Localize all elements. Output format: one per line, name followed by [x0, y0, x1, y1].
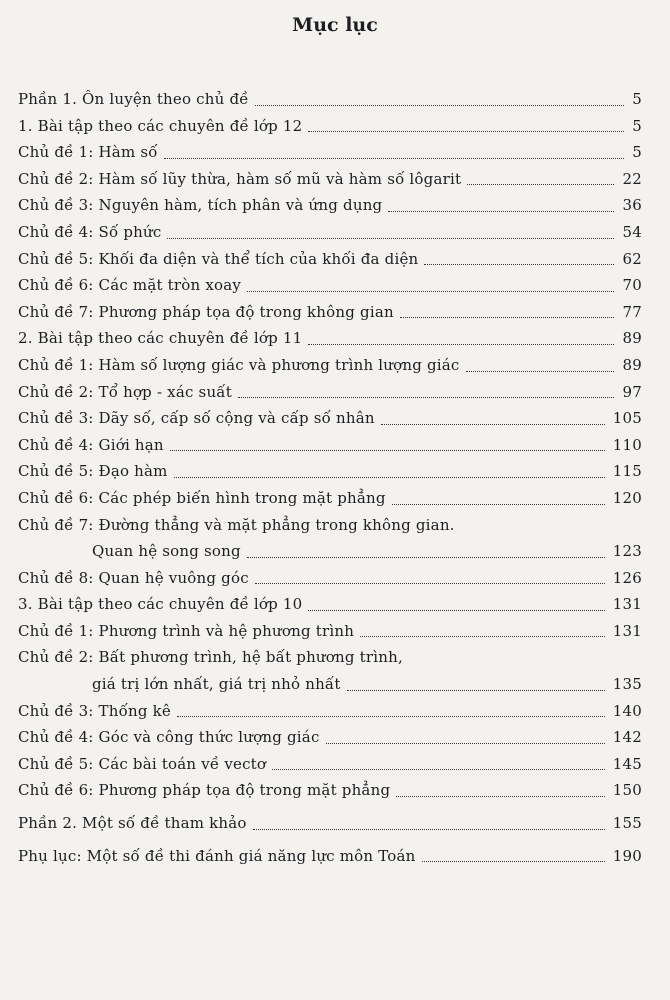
- toc-entry-title: Chủ đề 5: Các bài toán về vectơ: [18, 754, 267, 773]
- dot-leader: [255, 105, 624, 106]
- dot-leader: [347, 690, 605, 691]
- toc-page-number: 70: [622, 276, 642, 295]
- toc-entry-title: 3. Bài tập theo các chuyên đề lớp 10: [18, 595, 303, 614]
- dot-leader: [422, 861, 605, 862]
- toc-entry[interactable]: [18, 86, 642, 113]
- toc-entry-title: Chủ đề 1: Hàm số: [18, 143, 158, 162]
- toc-page-number: 145: [612, 754, 642, 773]
- dot-leader: [400, 317, 614, 318]
- page-title: Mục lục: [292, 14, 378, 36]
- dot-leader: [308, 610, 605, 611]
- toc-entry-title: Chủ đề 7: Đường thẳng và mặt phẳng trong không gian.: [18, 515, 455, 534]
- toc-entry-title: Chủ đề 3: Dãy số, cấp số cộng và cấp số nhân: [18, 409, 375, 428]
- toc-entry[interactable]: [18, 405, 642, 432]
- toc-entry[interactable]: [18, 698, 642, 725]
- toc-entry[interactable]: [18, 192, 642, 219]
- toc-entry-title-continued: Quan hệ song song: [92, 542, 241, 561]
- toc-page-number: 36: [622, 196, 642, 215]
- toc-entry[interactable]: [18, 272, 642, 299]
- dot-leader: [247, 291, 614, 292]
- dot-leader: [326, 743, 605, 744]
- toc-page-number: 97: [622, 382, 642, 401]
- toc-entry-title: Chủ đề 1: Hàm số lượng giác và phương trình lượng giác: [18, 355, 460, 374]
- toc-page-number: 77: [622, 302, 642, 321]
- toc-entry[interactable]: [18, 843, 642, 870]
- dot-leader: [424, 264, 614, 265]
- toc-page-number: 131: [612, 595, 642, 614]
- dot-leader: [392, 504, 605, 505]
- toc-entry-title-continued: giá trị lớn nhất, giá trị nhỏ nhất: [92, 675, 341, 694]
- toc-page-number: 135: [612, 675, 642, 694]
- toc-entry-title: Phụ lục: Một số đề thi đánh giá năng lực môn Toán: [18, 846, 416, 865]
- dot-leader: [247, 557, 605, 558]
- toc-page-number: 5: [632, 143, 642, 162]
- dot-leader: [170, 450, 605, 451]
- toc-entry[interactable]: [18, 113, 642, 140]
- toc-entry-title: Chủ đề 5: Đạo hàm: [18, 462, 168, 481]
- dot-leader: [388, 211, 614, 212]
- toc-entry-title: Chủ đề 2: Bất phương trình, hệ bất phương trình,: [18, 648, 403, 667]
- toc-entry-title: Chủ đề 2: Tổ hợp - xác suất: [18, 382, 232, 401]
- toc-page-number: 120: [612, 488, 642, 507]
- toc-entry-continuation: [18, 538, 642, 565]
- toc-entry-continuation: [18, 671, 642, 698]
- toc-entry[interactable]: [18, 591, 642, 618]
- toc-entry-title: Chủ đề 4: Góc và công thức lượng giác: [18, 728, 320, 747]
- toc-page-number: 155: [612, 814, 642, 833]
- toc-page-number: 5: [632, 90, 642, 108]
- dot-leader: [255, 583, 605, 584]
- toc-entry[interactable]: [18, 810, 642, 837]
- dot-leader: [396, 796, 605, 797]
- toc-entry[interactable]: [18, 352, 642, 379]
- toc-entry[interactable]: [18, 458, 642, 485]
- dot-leader: [174, 477, 605, 478]
- dot-leader: [466, 371, 614, 372]
- dot-leader: [467, 184, 614, 185]
- toc-entry[interactable]: [18, 644, 642, 671]
- toc-page-number: 105: [612, 409, 642, 428]
- dot-leader: [381, 424, 605, 425]
- toc-page-number: 115: [612, 462, 642, 481]
- toc-entry-title: 2. Bài tập theo các chuyên đề lớp 11: [18, 329, 303, 348]
- toc-entry-title: Chủ đề 6: Các phép biến hình trong mặt phẳng: [18, 488, 386, 507]
- toc-page-number: 140: [612, 701, 642, 720]
- toc-entry-title: Chủ đề 3: Nguyên hàm, tích phân và ứng dụng: [18, 196, 383, 215]
- toc-entry-title: Chủ đề 6: Phương pháp tọa độ trong mặt phẳng: [18, 781, 391, 800]
- toc-entry-title: Chủ đề 6: Các mặt tròn xoay: [18, 276, 242, 295]
- dot-leader: [238, 397, 614, 398]
- toc-entry[interactable]: [18, 485, 642, 512]
- toc-entry[interactable]: [18, 432, 642, 459]
- toc-page-number: 190: [612, 846, 642, 865]
- toc-entry[interactable]: [18, 379, 642, 406]
- toc-page-number: 142: [612, 728, 642, 747]
- toc-page-number: 54: [622, 222, 642, 241]
- toc-entry-title: Chủ đề 2: Hàm số lũy thừa, hàm số mũ và hàm số lôgarit: [18, 169, 462, 188]
- toc-entry[interactable]: [18, 139, 642, 166]
- toc-entry-title: Chủ đề 5: Khối đa diện và thể tích của khối đa diện: [18, 249, 419, 268]
- toc-entry-title: 1. Bài tập theo các chuyên đề lớp 12: [18, 116, 303, 135]
- dot-leader: [253, 829, 605, 830]
- toc-entry[interactable]: [18, 618, 642, 645]
- toc-entry[interactable]: [18, 325, 642, 352]
- toc-entry[interactable]: [18, 166, 642, 193]
- toc-entry[interactable]: [18, 751, 642, 778]
- toc-page-number: 62: [622, 249, 642, 268]
- toc-entry-title: Chủ đề 1: Phương trình và hệ phương trình: [18, 621, 355, 640]
- toc-entry[interactable]: [18, 565, 642, 592]
- toc-entry-title: Chủ đề 8: Quan hệ vuông góc: [18, 568, 249, 587]
- toc-entry[interactable]: [18, 777, 642, 804]
- toc-entry[interactable]: [18, 299, 642, 326]
- toc-page-number: 5: [632, 116, 642, 135]
- toc-page-number: 150: [612, 781, 642, 800]
- toc-page-number: 131: [612, 621, 642, 640]
- toc-page-number: 89: [622, 329, 642, 348]
- toc-page-number: 22: [622, 169, 642, 188]
- toc-entry[interactable]: [18, 246, 642, 273]
- toc-page-number: 89: [622, 355, 642, 374]
- toc-entry-title: Chủ đề 7: Phương pháp tọa độ trong không gian: [18, 302, 394, 321]
- dot-leader: [177, 716, 605, 717]
- toc-entry[interactable]: [18, 219, 642, 246]
- toc-page-number: 123: [612, 542, 642, 561]
- dot-leader: [308, 131, 624, 132]
- toc-page-number: 126: [612, 568, 642, 587]
- toc-page-number: 110: [612, 435, 642, 454]
- toc-entry[interactable]: [18, 512, 642, 539]
- toc-entry-title: Phần 2. Một số đề tham khảo: [18, 814, 247, 833]
- table-of-contents: [18, 86, 642, 869]
- dot-leader: [360, 636, 605, 637]
- toc-entry-title: Chủ đề 3: Thống kê: [18, 701, 171, 720]
- toc-entry-title: Phần 1. Ôn luyện theo chủ đề: [18, 90, 249, 108]
- dot-leader: [272, 769, 605, 770]
- dot-leader: [308, 344, 614, 345]
- toc-entry[interactable]: [18, 724, 642, 751]
- dot-leader: [164, 158, 624, 159]
- dot-leader: [167, 238, 614, 239]
- toc-entry-title: Chủ đề 4: Giới hạn: [18, 435, 164, 454]
- toc-entry-title: Chủ đề 4: Số phức: [18, 222, 162, 241]
